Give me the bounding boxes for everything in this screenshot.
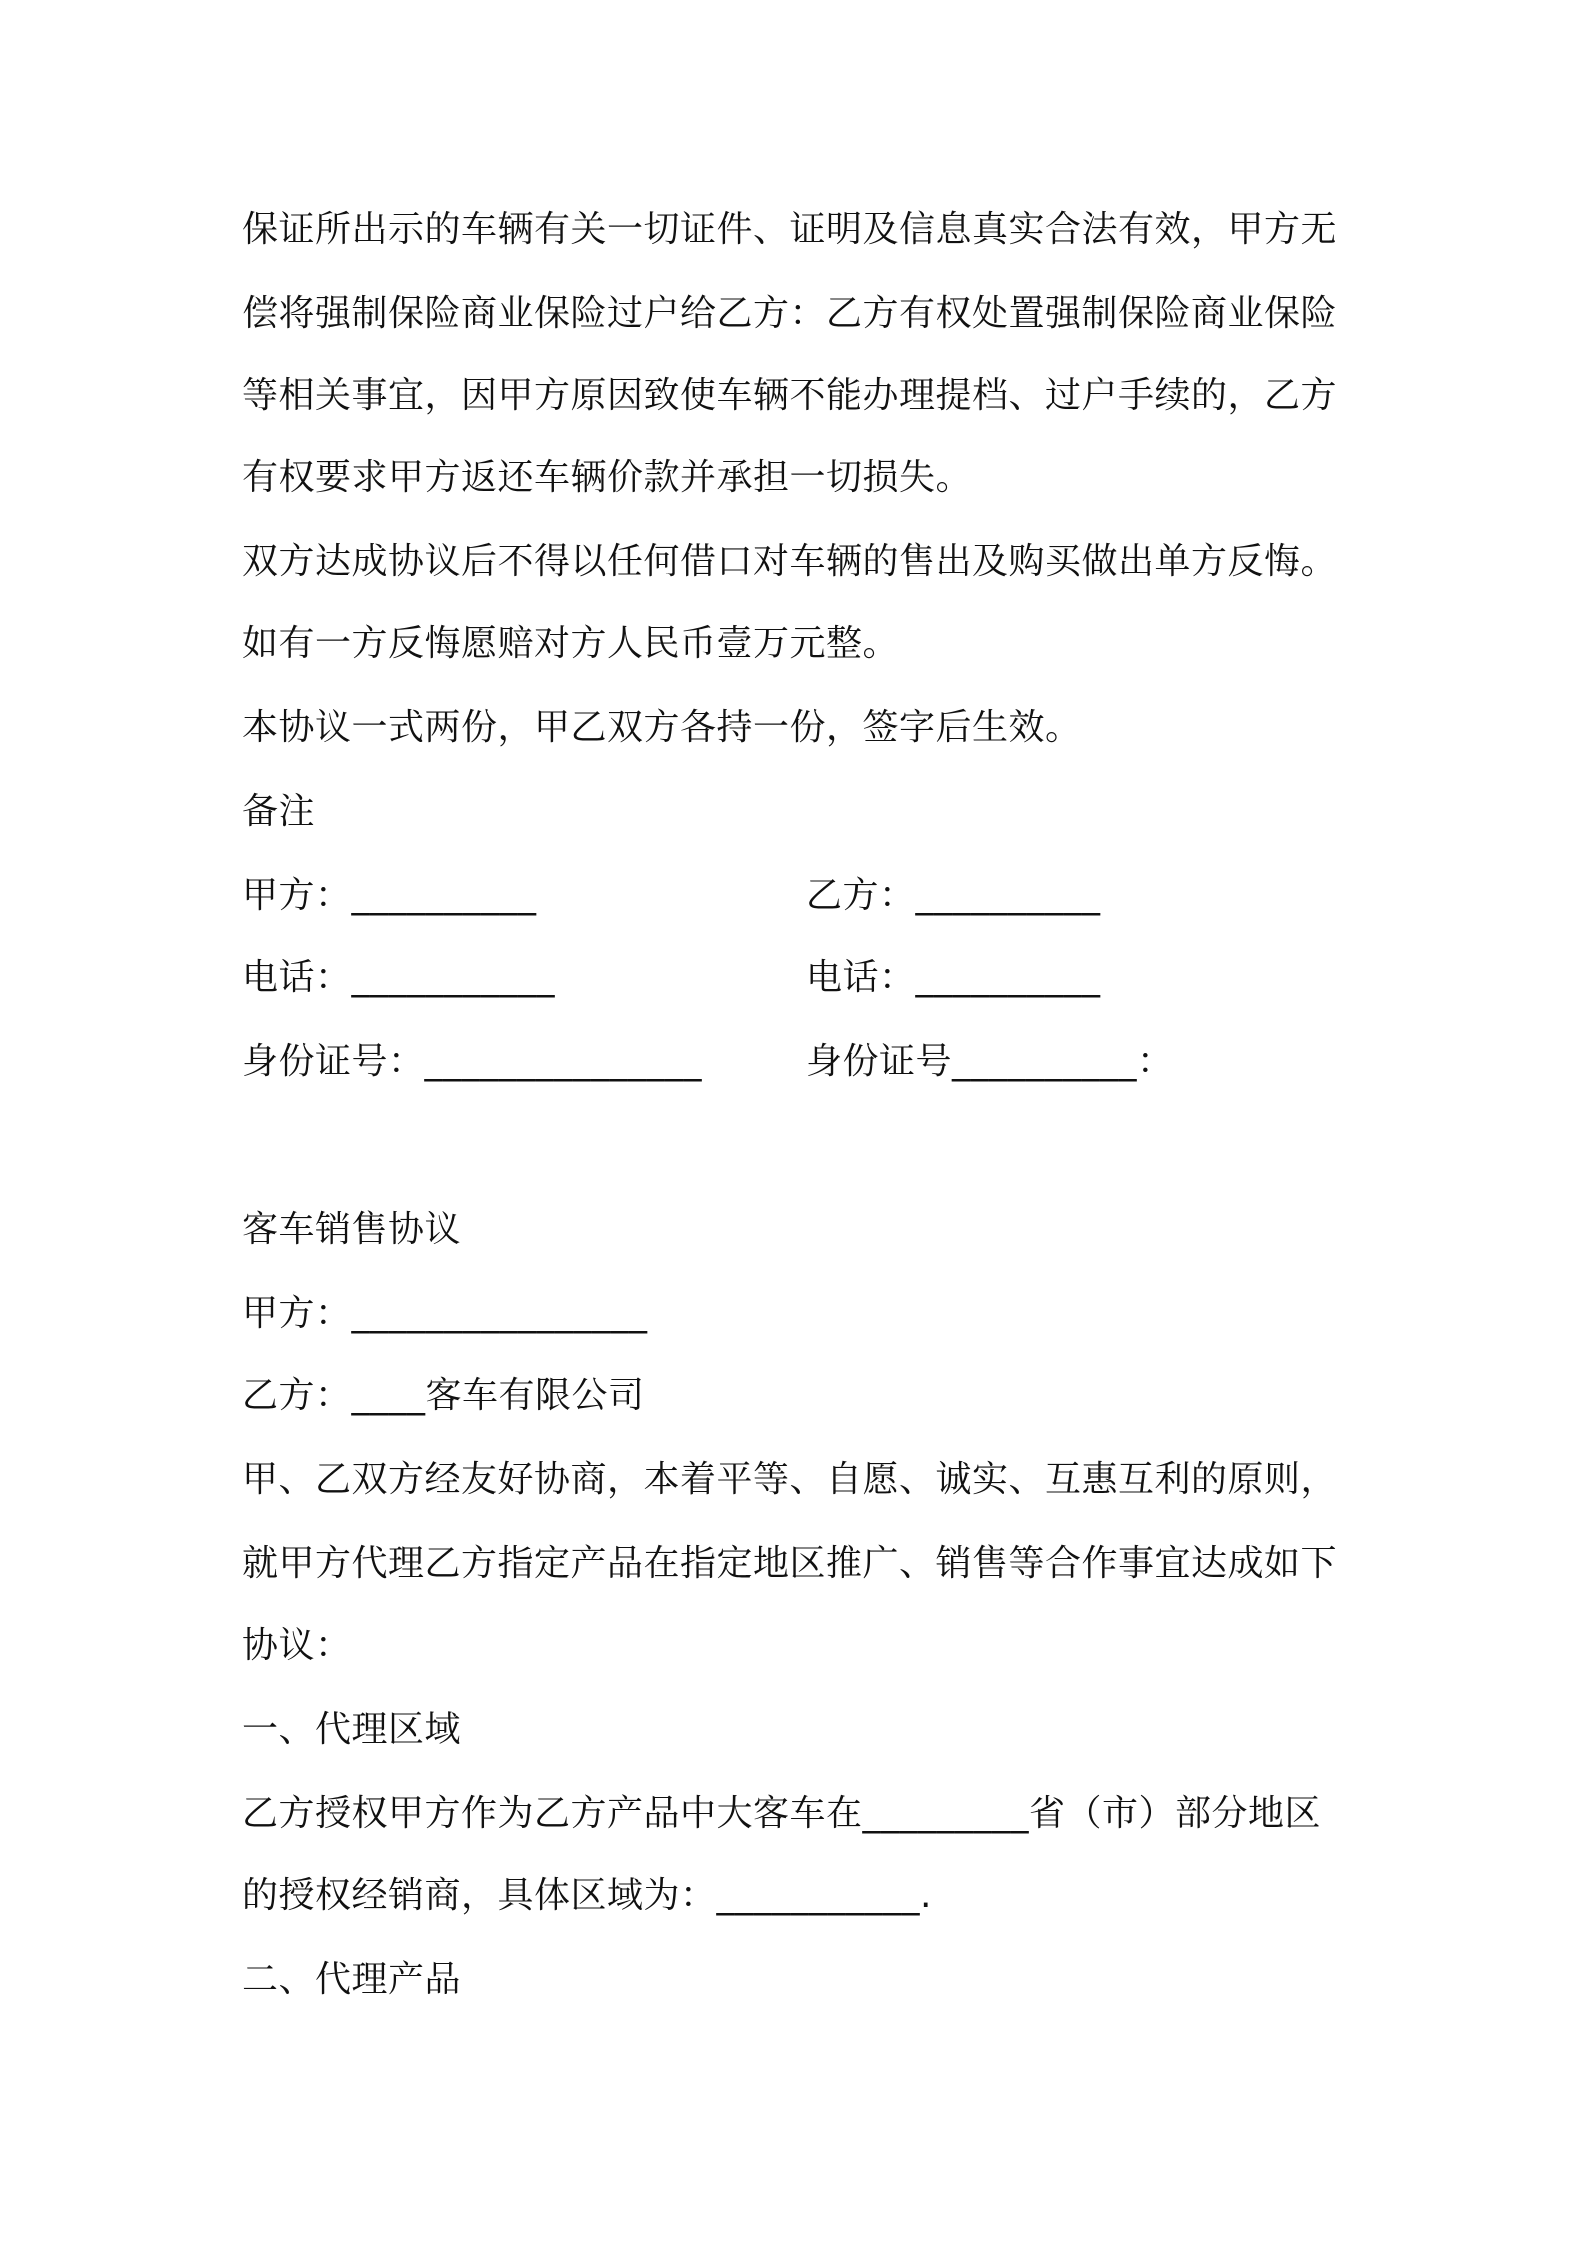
paragraph-line: 有权要求甲方返还车辆价款并承担一切损失。	[242, 457, 973, 498]
section-heading: 二、代理产品	[242, 1959, 462, 2000]
section-heading: 一、代理区域	[242, 1709, 462, 1750]
agreement-intro-line: 甲、乙双方经友好协商，本着平等、自愿、诚实、互惠互利的原则，	[242, 1459, 1338, 1500]
agreement-intro-line: 协议：	[242, 1625, 352, 1666]
section-text-line: 的授权经销商，具体区域为：___________.	[242, 1875, 932, 1916]
paragraph-line: 等相关事宜，因甲方原因致使车辆不能办理提档、过户手续的，乙方	[242, 375, 1338, 416]
paragraph-line: 偿将强制保险商业保险过户给乙方：乙方有权处置强制保险商业保险	[242, 293, 1338, 334]
copies-clause: 本协议一式两份，甲乙双方各持一份，签字后生效。	[242, 707, 1082, 748]
penalty-clause: 如有一方反悔愿赔对方人民币壹万元整。	[242, 623, 900, 664]
no-regret-clause: 双方达成协议后不得以任何借口对车辆的售出及购买做出单方反悔。	[242, 541, 1338, 582]
party-a-signature: 甲方：__________	[242, 875, 537, 916]
party-b-id: 身份证号__________：	[806, 1041, 1174, 1082]
agreement-title: 客车销售协议	[242, 1209, 462, 1250]
party-b-signature: 乙方：__________	[806, 875, 1101, 916]
agreement-intro-line: 就甲方代理乙方指定产品在指定地区推广、销售等合作事宜达成如下	[242, 1543, 1338, 1584]
section-text-line: 乙方授权甲方作为乙方产品中大客车在_________省（市）部分地区	[242, 1793, 1322, 1834]
party-b-phone: 电话：__________	[806, 957, 1101, 998]
party-a-phone: 电话：___________	[242, 957, 556, 998]
agreement-party-a: 甲方：________________	[242, 1293, 648, 1334]
agreement-party-b: 乙方：____客车有限公司	[242, 1375, 645, 1416]
party-a-id: 身份证号：_______________	[242, 1041, 703, 1082]
remark-label: 备注	[242, 791, 316, 832]
paragraph-line: 保证所出示的车辆有关一切证件、证明及信息真实合法有效，甲方无	[242, 209, 1338, 250]
